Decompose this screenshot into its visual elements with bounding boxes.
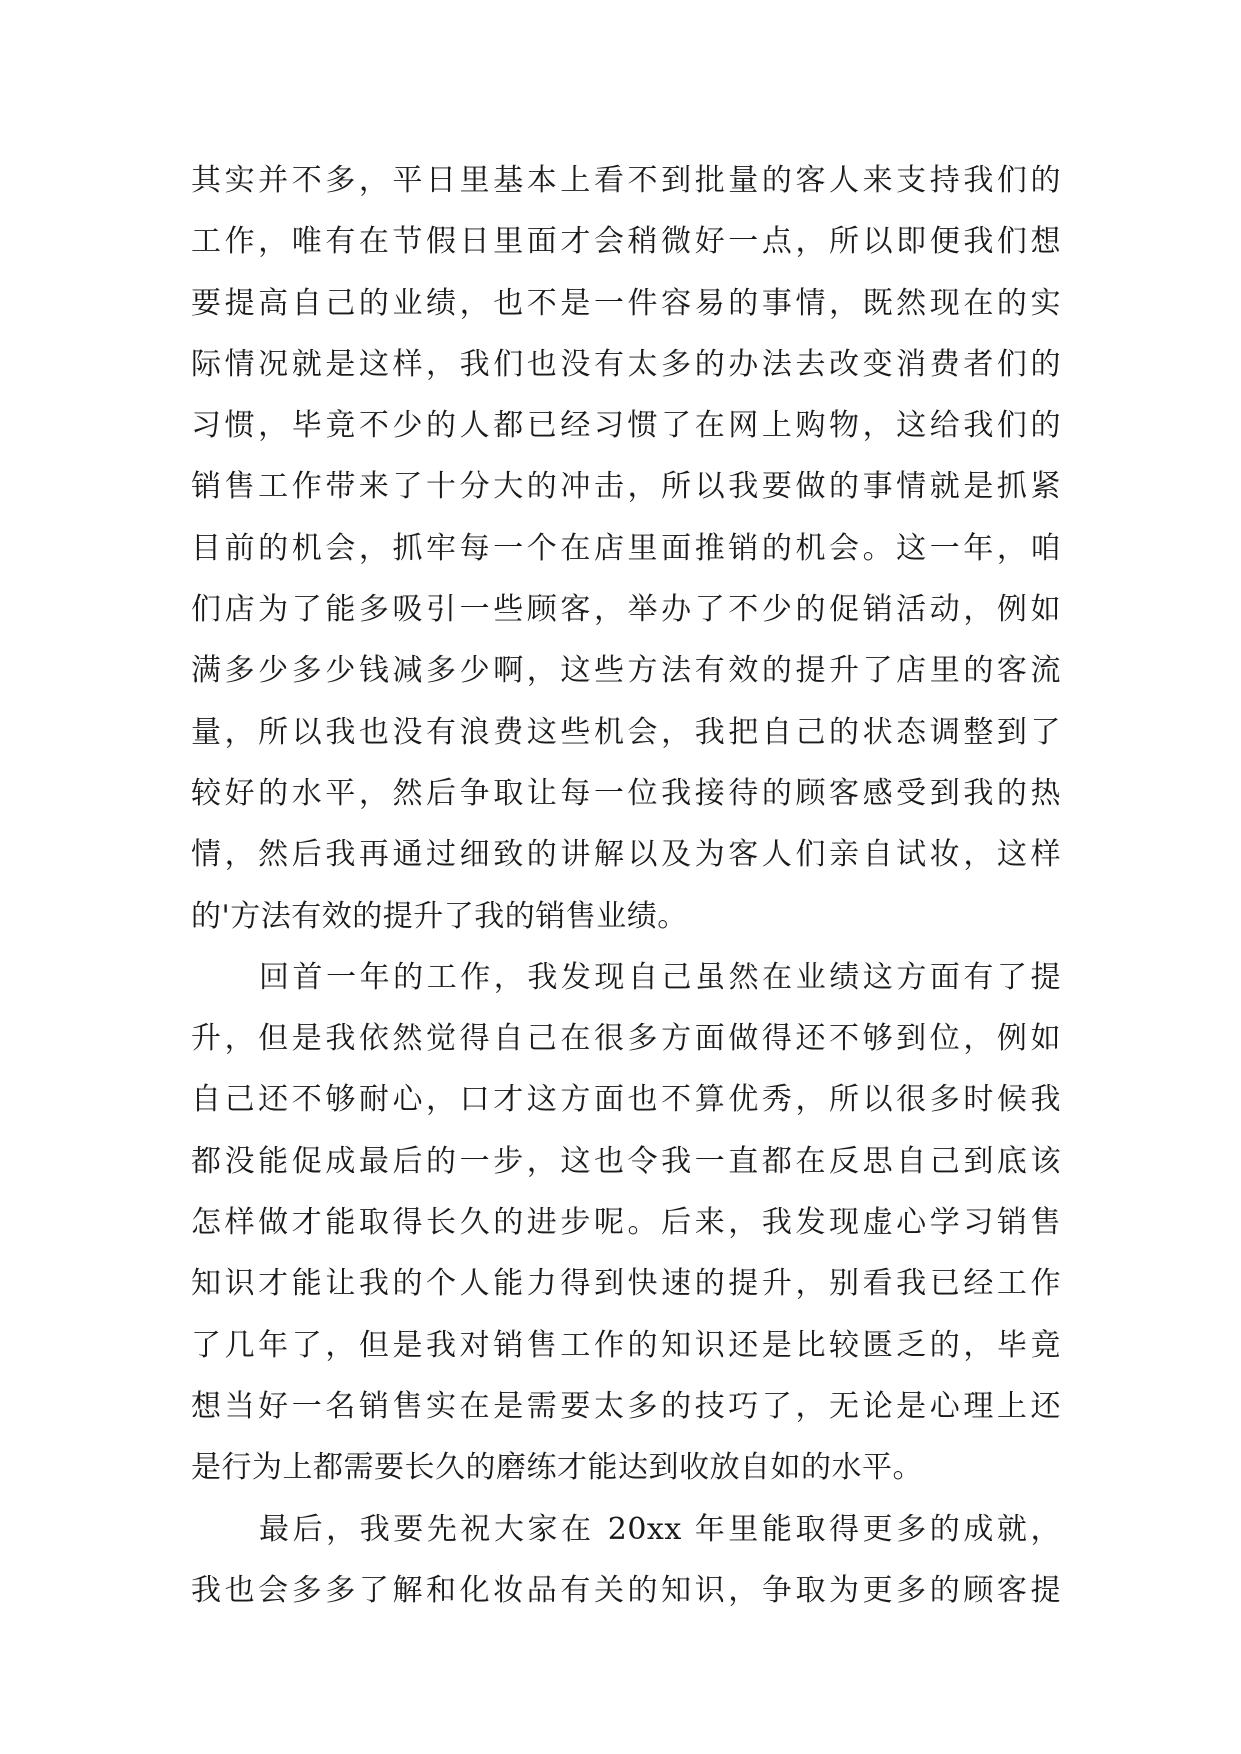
text-line: 量，所以我也没有浪费这些机会，我把自己的状态调整到了 [191,714,1061,750]
text-line: 要提高自己的业绩，也不是一件容易的事情，既然现在的实 [191,285,1061,321]
text-line: 习惯，毕竟不少的人都已经习惯了在网上购物，这给我们的 [191,408,1061,444]
text-line: 其实并不多，平日里基本上看不到批量的客人来支持我们的 [191,163,1061,198]
text-line: 回首一年的工作，我发现自己虽然在业绩这方面有了提 [259,959,1061,995]
text-line: 们店为了能多吸引一些顾客，举办了不少的促销活动，例如 [191,592,1061,628]
text-line: 目前的机会，抓牢每一个在店里面推销的机会。这一年，咱 [191,530,1061,566]
text-line: 怎样做才能取得长久的进步呢。后来，我发现虚心学习销售 [191,1205,1061,1241]
text-line: 较好的水平，然后争取让每一位我接待的顾客感受到我的热 [191,775,1061,811]
text-line: 最后，我要先祝大家在 20xx 年里能取得更多的成就， [259,1511,1061,1547]
text-line: 自己还不够耐心，口才这方面也不算优秀，所以很多时候我 [191,1082,1061,1118]
text-line: 我也会多多了解和化妆品有关的知识，争取为更多的顾客提 [191,1572,1061,1608]
text-line: 情，然后我再通过细致的讲解以及为客人们亲自试妆，这样 [191,837,1061,873]
text-line: 际情况就是这样，我们也没有太多的办法去改变消费者们的 [191,346,1061,382]
text-line: 的'方法有效的提升了我的销售业绩。 [191,898,688,934]
text-line: 升，但是我依然觉得自己在很多方面做得还不够到位，例如 [191,1021,1061,1057]
text-line: 都没能促成最后的一步，这也令我一直都在反思自己到底该 [191,1143,1061,1179]
text-line: 满多少多少钱减多少啊，这些方法有效的提升了店里的客流 [191,653,1061,689]
document-body [191,150,1061,1621]
text-line: 是行为上都需要长久的磨练才能达到收放自如的水平。 [191,1450,923,1486]
text-line: 知识才能让我的个人能力得到快速的提升，别看我已经工作 [191,1266,1061,1302]
text-line: 了几年了，但是我对销售工作的知识还是比较匮乏的，毕竟 [191,1327,1061,1363]
text-line: 工作，唯有在节假日里面才会稍微好一点，所以即便我们想 [191,224,1061,260]
text-line: 销售工作带来了十分大的冲击，所以我要做的事情就是抓紧 [191,469,1061,505]
text-line: 想当好一名销售实在是需要太多的技巧了，无论是心理上还 [191,1388,1061,1424]
